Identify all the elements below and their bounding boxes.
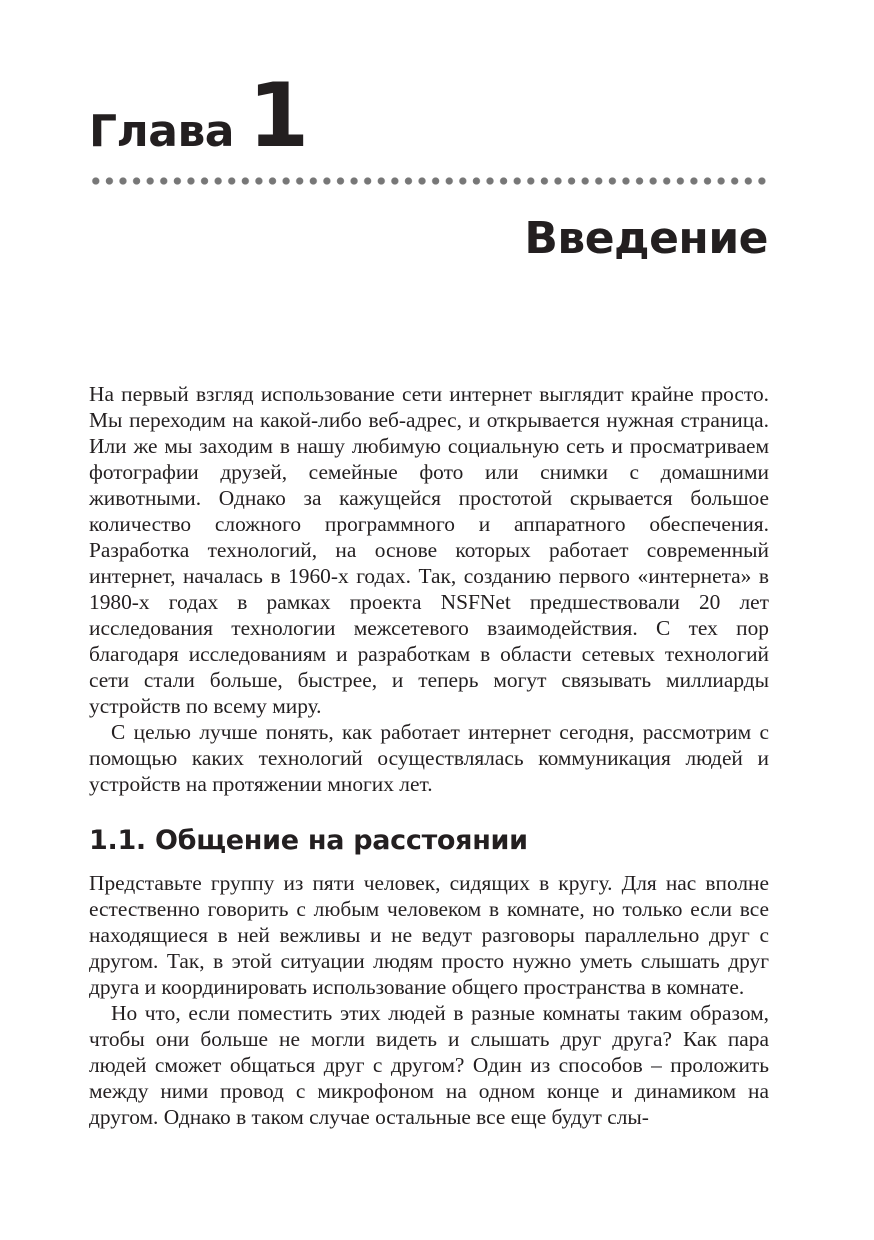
chapter-label: Глава xyxy=(89,106,234,157)
chapter-title: Введение xyxy=(524,213,768,264)
section-paragraph-2: Но что, если поместить этих людей в разные комнаты таким образом, чтобы они больше не могли видеть и слышать друг друга? Как пара людей сможет общаться друг с другом? Один из способов – проложить между ними провод с микрофоном на одном конце и динамиком на другом. Однако в таком случае остальные все еще будут слы- xyxy=(89,1001,769,1129)
intro-paragraph-2: С целью лучше понять, как работает интернет сегодня, рассмотрим с помощью каких технологий осуществлялась коммуникация людей и устройств на протяжении многих лет. xyxy=(89,720,769,796)
section-heading: 1.1. Общение на расстоянии xyxy=(89,825,528,856)
section-text xyxy=(89,870,769,1130)
intro-text xyxy=(89,381,769,797)
chapter-number: 1 xyxy=(248,64,310,167)
intro-paragraph-1: На первый взгляд использование сети интернет выглядит крайне просто. Мы переходим на какой-либо веб-адрес, и открывается нужная страница. Или же мы заходим в нашу любимую социальную сеть и просматриваем фотографии друзей, семейные фото или снимки с домашними животными. Однако за кажущейся простотой скрывается большое количество сложного программного и аппаратного обеспечения. Разработка технологий, на основе которых работает современный интернет, началась в 1960-х годах. Так, созданию первого «интернета» в 1980-х годах в рамках проекта NSFNet предшествовали 20 лет исследования технологии межсетевого взаимодействия. С тех пор благодаря исследованиям и разработкам в области сетевых технологий сети стали больше, быстрее, и теперь могут связывать миллиарды устройств по всему миру. xyxy=(89,382,769,718)
chapter-heading xyxy=(89,64,310,167)
dotted-divider xyxy=(89,176,769,186)
section-paragraph-1: Представьте группу из пяти человек, сидящих в кругу. Для нас вполне естественно говорить с любым человеком в комнате, но только если все находящиеся в ней вежливы и не ведут разговоры параллельно друг с другом. Так, в этой ситуации людям просто нужно уметь слышать друг друга и координировать использование общего пространства в комнате. xyxy=(89,871,769,999)
